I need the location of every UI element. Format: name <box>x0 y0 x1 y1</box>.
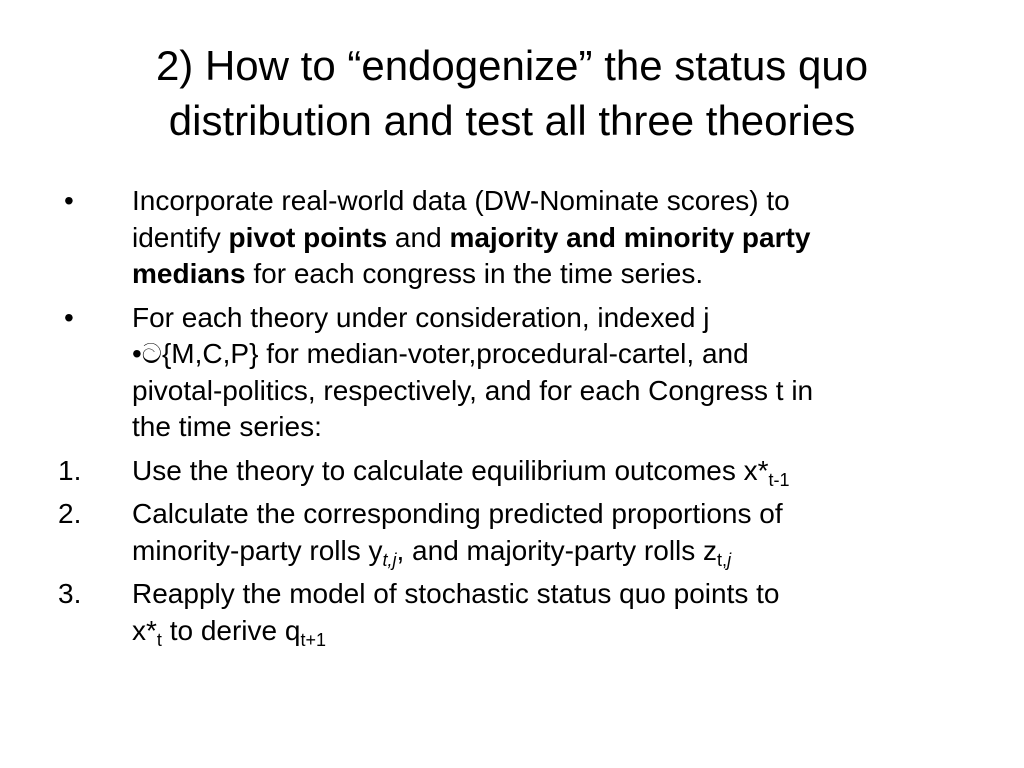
text-line <box>132 220 978 257</box>
number-marker: 3. <box>58 578 82 609</box>
bullet-text <box>132 183 978 293</box>
numbered-item-1 <box>58 453 978 490</box>
item-text <box>132 576 978 649</box>
subscript: t+1 <box>300 629 326 650</box>
subscript: t-1 <box>768 469 790 490</box>
text-run: to derive q <box>161 614 301 646</box>
title-line-1: 2) How to “endogenize” the status quo <box>155 42 869 89</box>
text-line <box>132 453 978 490</box>
text-line: Incorporate real-world data (DW-Nominate scores) to <box>132 185 790 216</box>
text-run: minority-party rolls y <box>132 534 383 566</box>
bullet-text <box>132 300 978 446</box>
bold-text: pivot points <box>228 221 388 253</box>
text-run: {M,C,P} for median-voter,procedural-cartel, and <box>161 338 749 369</box>
text-line <box>132 533 978 570</box>
slide-body <box>58 183 978 656</box>
text-run: for each congress in the time series. <box>245 258 704 289</box>
numbered-item-3 <box>58 576 978 649</box>
item-text <box>132 496 978 569</box>
subscript-part: j <box>727 549 732 570</box>
subscript-part: t, <box>717 549 728 570</box>
bold-text: medians <box>132 258 246 289</box>
text-line <box>132 336 978 373</box>
text-line <box>132 256 978 293</box>
text-line <box>132 613 978 650</box>
text-line: Reapply the model of stochastic status quo points to <box>132 578 780 609</box>
subscript: t <box>156 629 162 650</box>
text-run: and <box>387 221 450 253</box>
text-line: For each theory under consideration, indexed j <box>132 301 710 333</box>
bullet-marker: • <box>64 301 74 333</box>
title-line-2: distribution and test all three theories <box>168 97 856 144</box>
slide-title <box>40 38 984 148</box>
text-line: pivotal-politics, respectively, and for each Congress t in <box>132 374 814 406</box>
subscript <box>717 550 731 570</box>
text-run: x* <box>132 614 157 646</box>
text-run: Use the theory to calculate equilibrium outcomes x* <box>132 454 769 486</box>
bullet-item-2 <box>58 300 978 446</box>
text-run: identify <box>132 221 229 253</box>
text-line: Calculate the corresponding predicted proportions of <box>132 498 783 529</box>
number-marker: 2. <box>58 498 82 529</box>
number-marker: 1. <box>58 454 82 486</box>
bold-text: majority and minority party <box>449 221 811 253</box>
item-text <box>132 453 978 490</box>
bullet-item-1 <box>58 183 978 293</box>
text-run: , and majority-party rolls z <box>396 534 718 566</box>
text-line: the time series: <box>132 411 322 442</box>
subscript: t,j <box>382 549 397 570</box>
element-of-symbol: •ට <box>132 338 162 369</box>
numbered-item-2 <box>58 496 978 569</box>
bullet-marker: • <box>64 185 74 216</box>
